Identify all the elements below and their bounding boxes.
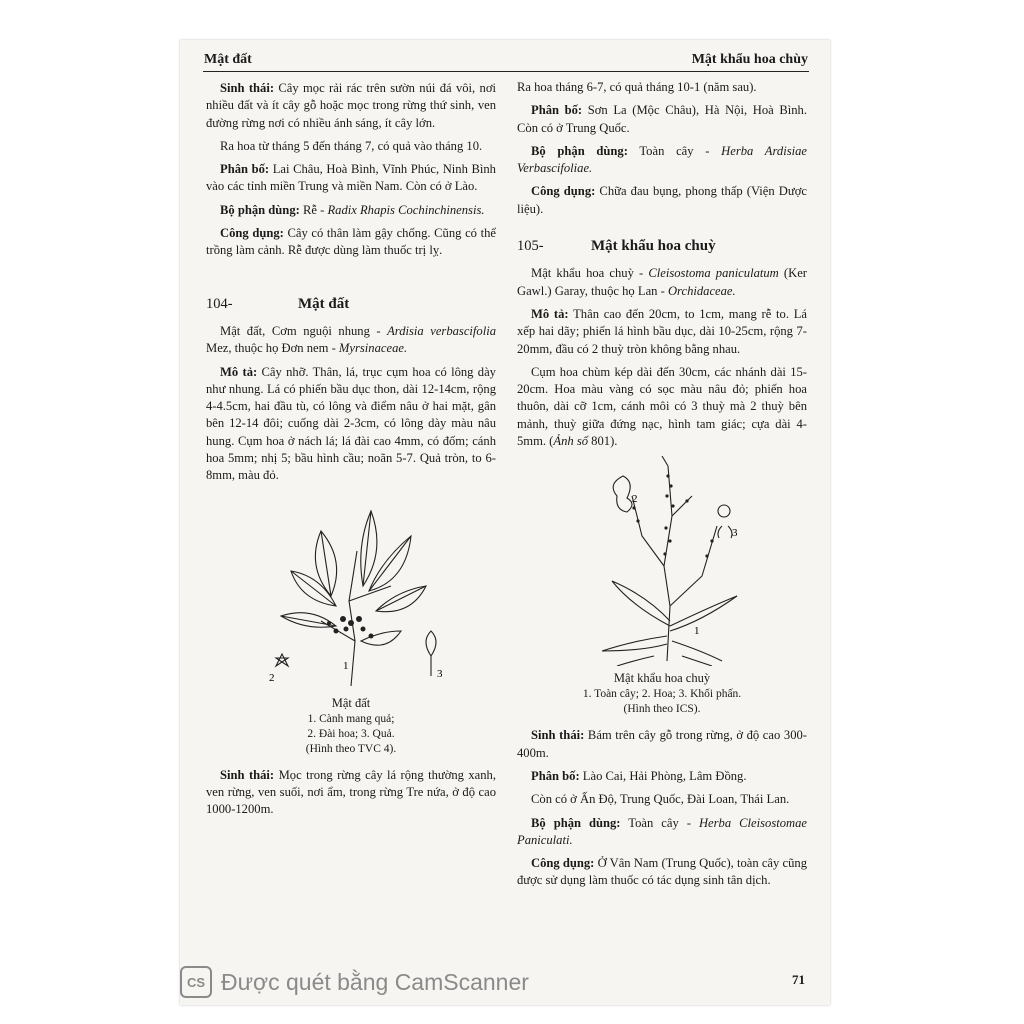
label: Công dụng: xyxy=(531,184,596,199)
caption-title: Mật khẩu hoa chuỳ xyxy=(613,671,711,686)
camscanner-logo-icon: CS xyxy=(180,966,212,998)
figure-label-1: 1 xyxy=(694,625,700,638)
paragraph-name xyxy=(517,265,807,300)
text: Bám trên cây gỗ trong rừng, ở độ cao 300-400m. xyxy=(517,728,807,760)
figure-caption-ardisia xyxy=(206,695,496,757)
scientific-name: Ardisia verbascifolia xyxy=(387,323,496,338)
caption-title: Mật đất xyxy=(331,695,371,710)
paragraph-flowering xyxy=(517,79,807,96)
paragraph-parts-used-105 xyxy=(517,815,807,850)
text: Toàn cây - xyxy=(620,815,699,830)
label: Phân bố: xyxy=(220,162,270,177)
text: Lai Châu, Hoà Bình, Vĩnh Phúc, Ninh Bình vào các tỉnh miền Trung và miền Nam. Còn có ở Lào. xyxy=(206,162,496,194)
text: Toàn cây - xyxy=(627,143,722,158)
text: Sơn La (Mộc Châu), Hà Nội, Hoà Bình. Còn có ở Trung Quốc. xyxy=(517,103,807,135)
family-name: Myrsinaceae. xyxy=(338,341,408,356)
paragraph-parts-used xyxy=(206,202,496,219)
figure-label-1: 1 xyxy=(343,659,349,672)
label: Công dụng: xyxy=(220,226,284,241)
section-title: Mật đất xyxy=(298,295,350,312)
text: Lào Cai, Hải Phòng, Lâm Đồng. xyxy=(579,768,747,783)
plant-drawing xyxy=(251,491,451,691)
text: 801). xyxy=(588,434,618,449)
label: Sinh thái: xyxy=(220,81,275,95)
scientific-name: Radix Rhapis Cochinchinensis. xyxy=(327,202,485,217)
figure-cleisostoma-illustration xyxy=(517,456,807,666)
header-rule xyxy=(203,71,809,72)
text: (Ker Gawl.) Garay, thuộc họ Lan - xyxy=(517,266,807,298)
figure-label-3: 3 xyxy=(437,667,443,680)
paragraph-also-found xyxy=(517,791,807,808)
label: Bộ phận dùng: xyxy=(531,815,621,830)
text: Mật khẩu hoa chuỳ - xyxy=(531,266,649,281)
paragraph-ecology-105 xyxy=(517,727,807,762)
label: Sinh thái: xyxy=(220,767,275,782)
label: Bộ phận dùng: xyxy=(531,143,628,158)
watermark-text: Được quét bằng CamScanner xyxy=(221,968,529,995)
label: Bộ phận dùng: xyxy=(220,202,300,217)
text: Ở Vân Nam (Trung Quốc), toàn cây cũng được sử dụng làm thuốc có tác dụng sinh tân dịch. xyxy=(517,856,807,888)
paragraph-description xyxy=(517,306,807,358)
text: Thân cao đến 20cm, to 1cm, mang rễ to. Lá xếp hai dãy; phiến lá hình bầu dục, dài 10-25cm, rộng 7-20mm, đầu có 2 thuỳ tròn không bằng nhau. xyxy=(517,306,807,356)
text: Mật đất, Cơm nguội nhung - xyxy=(220,323,388,338)
section-heading-105 xyxy=(517,238,807,255)
text: Mọc trong rừng cây lá rộng thường xanh, ven rừng, ven suối, nơi ẩm, trong rừng Tre nứa, ở độ cao 1000-1200m. xyxy=(206,767,496,817)
text: Cây mọc rải rác trên sườn núi đá vôi, nơi nhiều đất và ít cây gỗ hoặc mọc trong rừng thứ sinh, ven đường rừng nơi có nhiều ánh sáng, ít cây lớn. xyxy=(206,81,496,130)
figure-ardisia-illustration xyxy=(206,491,496,691)
scientific-name: Herba Cleisostomae Paniculati. xyxy=(517,815,807,847)
figure-label-2: 2 xyxy=(269,671,275,684)
paragraph-name xyxy=(206,323,496,358)
scientific-name: Herba Ardisiae Verbascifoliae. xyxy=(517,143,807,176)
caption-line: (Hình theo ICS). xyxy=(623,703,701,716)
text: Còn có ở Ấn Độ, Trung Quốc, Đài Loan, Thái Lan. xyxy=(531,792,790,807)
paragraph-distribution xyxy=(206,161,496,196)
scientific-name: Cleisostoma paniculatum xyxy=(648,266,779,281)
text: Cụm hoa chùm kép dài đến 30cm, các nhánh dài 15-20cm. Hoa màu vàng có sọc màu nâu đỏ; phiến hoa thuôn, dài cỡ 1cm, cánh môi có 3 thuỳ mà 2 thuỳ bên mảnh, thuỳ giữa đứng nạc, hình tam giác; cựa dài 4-5mm. ( xyxy=(517,364,807,449)
text: Ra hoa từ tháng 5 đến tháng 7, có quả vào tháng 10. xyxy=(220,138,483,153)
paragraph-flowering xyxy=(206,138,496,155)
paragraph-distribution-105 xyxy=(517,768,807,785)
label: Phân bố: xyxy=(531,103,583,118)
camscanner-watermark xyxy=(180,966,529,998)
running-header-right: Mật khẩu hoa chùy xyxy=(691,52,808,67)
label: Phân bố: xyxy=(531,768,580,783)
figure-label-2: 2 xyxy=(632,493,638,506)
family-name: Orchidaceae. xyxy=(667,283,736,298)
section-title: Mật khẩu hoa chuỳ xyxy=(591,238,716,255)
orchid-drawing xyxy=(572,456,752,666)
text: Cây nhỡ. Thân, lá, trục cụm hoa có lông dày như nhung. Lá có phiến bầu dục thon, dài 12-14cm, rộng 4-4.5cm, hai đầu tù, có lông và điểm nâu ở hai mặt, gân bên 12-14 đôi; cuống dài 2-3cm, có lông dày màu nâu hung. Cụm hoa ở nách lá; lá đài cao 4mm, có đốm; cánh hoa 5mm; nhị 5; bầu hình cầu; noãn 5-7. Quả tròn, to 6-8mm, màu đỏ. xyxy=(206,364,496,483)
paragraph-uses-105 xyxy=(517,855,807,890)
label: Mô tả: xyxy=(531,306,569,321)
caption-line: (Hình theo TVC 4). xyxy=(305,742,397,755)
paragraph-parts-used xyxy=(517,143,807,178)
label: Sinh thái: xyxy=(531,728,585,743)
figure-caption-cleisostoma xyxy=(517,670,807,717)
paragraph-description xyxy=(206,364,496,485)
section-heading-104 xyxy=(206,296,496,313)
figure-label-3: 3 xyxy=(732,527,738,540)
paragraph-ecology-104 xyxy=(206,767,496,819)
caption-line: 2. Đài hoa; 3. Quả. xyxy=(307,727,395,740)
left-column xyxy=(206,80,496,825)
text: Chữa đau bụng, phong thấp (Viện Dược liệu). xyxy=(517,184,807,216)
photo-ref: Ảnh số xyxy=(553,434,589,449)
text: Rễ - xyxy=(299,202,328,217)
right-column xyxy=(517,79,807,896)
running-header-left: Mật đất xyxy=(204,52,252,67)
page-number: 71 xyxy=(792,972,805,987)
text: Cây có thân làm gậy chống. Cũng có thể trồng làm cảnh. Rễ được dùng làm thuốc trị lỵ. xyxy=(206,226,496,258)
caption-line: 1. Cành mang quả; xyxy=(307,712,395,725)
paragraph-ecology xyxy=(206,80,496,132)
caption-line: 1. Toàn cây; 2. Hoa; 3. Khối phấn. xyxy=(582,688,742,701)
section-number: 104- xyxy=(206,295,233,312)
text: Ra hoa tháng 6-7, có quả tháng 10-1 (năm sau). xyxy=(517,80,757,94)
label: Công dụng: xyxy=(531,856,595,871)
paragraph-distribution xyxy=(517,102,807,137)
label: Mô tả: xyxy=(220,364,258,379)
paragraph-uses xyxy=(517,183,807,218)
paragraph-inflorescence xyxy=(517,364,807,450)
paragraph-uses xyxy=(206,225,496,260)
section-number: 105- xyxy=(517,238,544,255)
text: Mez, thuộc họ Đơn nem - xyxy=(206,341,339,356)
